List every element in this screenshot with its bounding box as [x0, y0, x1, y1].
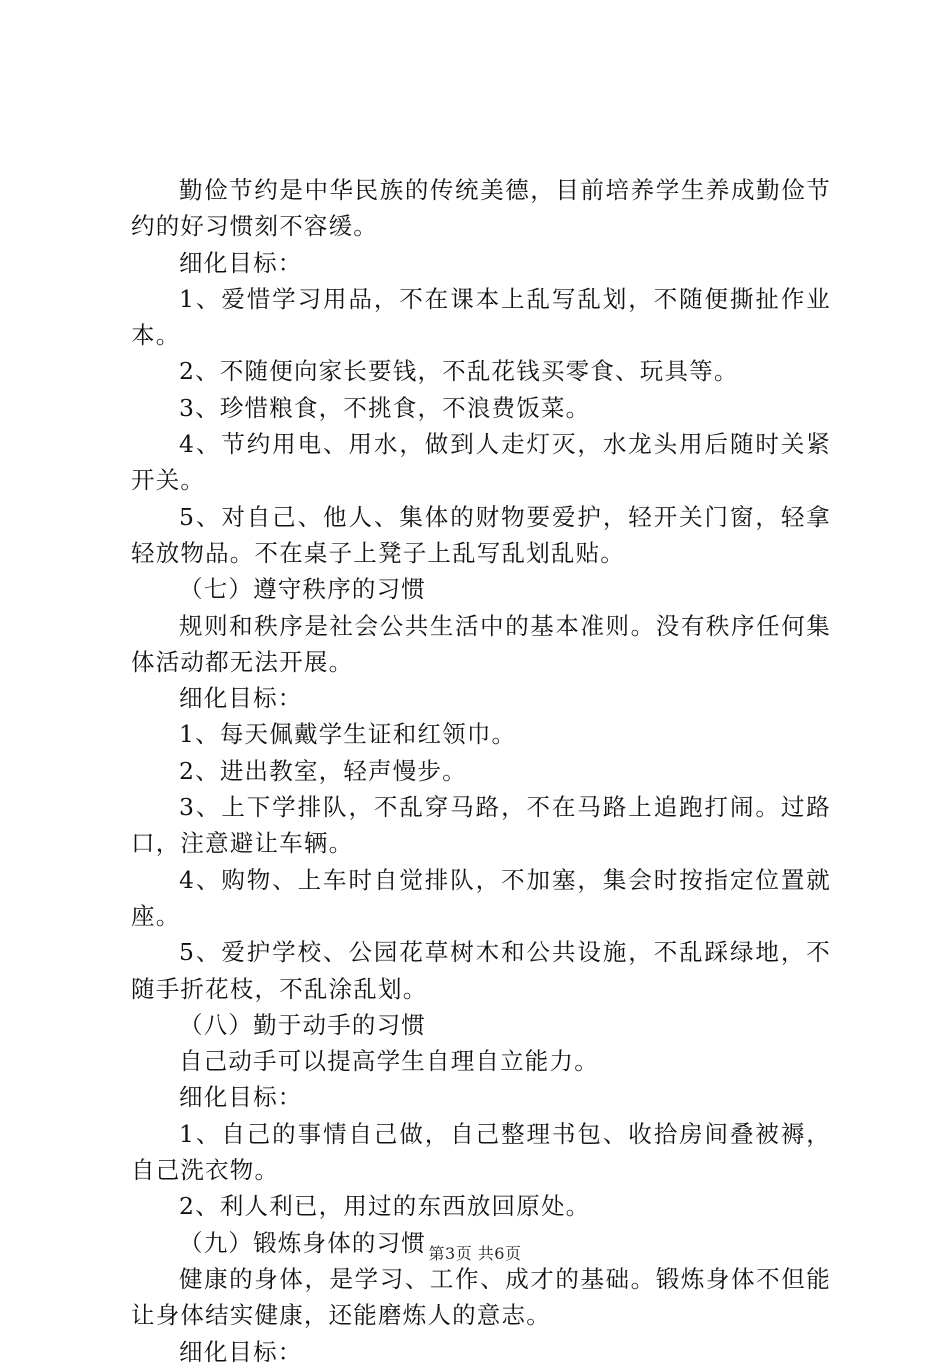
paragraph-thrift-intro: 勤俭节约是中华民族的传统美德，目前培养学生养成勤俭节约的好习惯刻不容缓。 [131, 176, 831, 241]
paragraph-hands-on-intro: 自己动手可以提高学生自理自立能力。 [179, 1047, 599, 1076]
paragraph-hands-on-item-1: 1、自己的事情自己做，自己整理书包、收拾房间叠被褥，自己洗衣物。 [131, 1119, 831, 1185]
paragraph-detail-goals-heading: 细化目标： [179, 1083, 303, 1112]
paragraph-thrift-item-2: 2、不随便向家长要钱，不乱花钱买零食、玩具等。 [179, 357, 739, 386]
paragraph-thrift-item-5: 5、对自己、他人、集体的财物要爱护，轻开关门窗，轻拿轻放物品。不在桌子上凳子上乱写乱划乱贴。 [131, 502, 831, 567]
paragraph-order-intro: 规则和秩序是社会公共生活中的基本准则。没有秩序任何集体活动都无法开展。 [131, 611, 831, 676]
page-number-footer: 第3页 共6页 [428, 1244, 522, 1263]
paragraph-order-item-4: 4、购物、上车时自觉排队，不加塞，集会时按指定位置就座。 [131, 865, 831, 930]
paragraph-thrift-item-3: 3、珍惜粮食，不挑食，不浪费饭菜。 [179, 393, 591, 422]
paragraph-thrift-item-1: 1、爱惜学习用品，不在课本上乱写乱划，不随便撕扯作业本。 [131, 284, 831, 350]
section-heading-order: （七）遵守秩序的习惯 [179, 575, 426, 604]
paragraph-order-item-2: 2、进出教室，轻声慢步。 [179, 756, 467, 785]
paragraph-detail-goals-heading: 细化目标： [179, 1337, 303, 1366]
document-body [131, 172, 831, 1370]
section-heading-exercise: （九）锻炼身体的习惯 [179, 1228, 426, 1257]
paragraph-hands-on-item-2: 2、利人利已，用过的东西放回原处。 [179, 1192, 591, 1221]
paragraph-exercise-intro: 健康的身体，是学习、工作、成才的基础。锻炼身体不但能让身体结实健康，还能磨炼人的意志。 [131, 1264, 831, 1330]
paragraph-order-item-1: 1、每天佩戴学生证和红领巾。 [179, 720, 517, 749]
paragraph-order-item-5: 5、爱护学校、公园花草树木和公共设施，不乱踩绿地，不随手折花枝，不乱涂乱划。 [131, 938, 831, 1003]
section-heading-hands-on: （八）勤于动手的习惯 [179, 1010, 426, 1039]
paragraph-order-item-3: 3、上下学排队，不乱穿马路，不在马路上追跑打闹。过路口，注意避让车辆。 [131, 793, 831, 858]
paragraph-thrift-item-4: 4、节约用电、用水，做到人走灯灭，水龙头用后随时关紧开关。 [131, 430, 831, 495]
paragraph-detail-goals-heading: 细化目标： [179, 248, 303, 277]
paragraph-detail-goals-heading: 细化目标： [179, 684, 303, 713]
